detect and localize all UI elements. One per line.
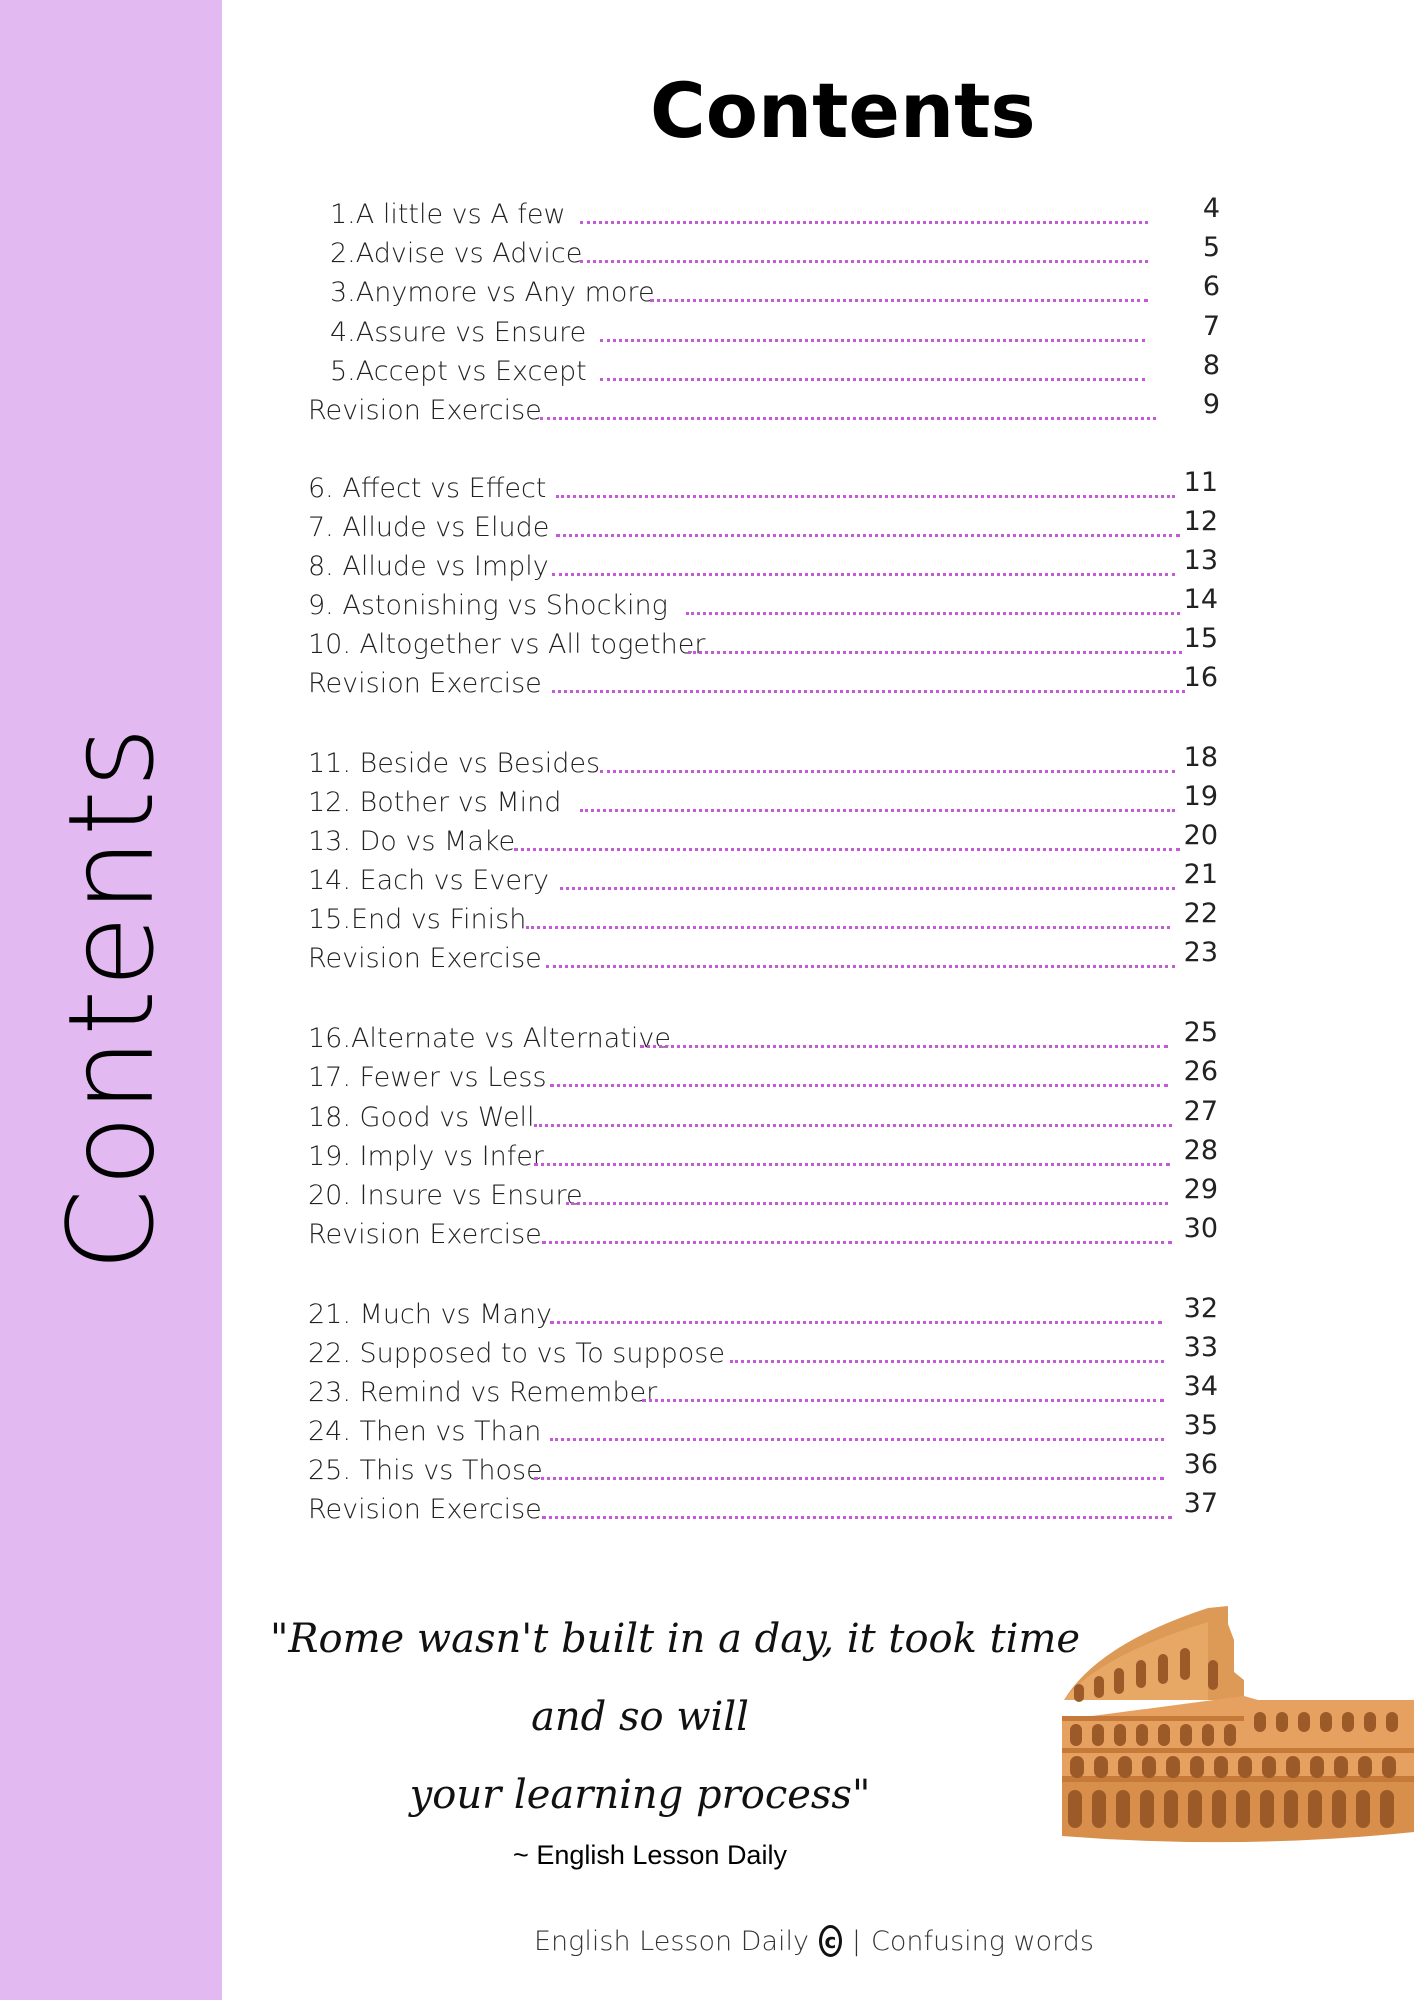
toc-dot-leader xyxy=(552,690,1185,693)
toc-entry[interactable] xyxy=(308,1096,1218,1133)
toc-entry-label: 14. Each vs Every xyxy=(308,865,550,896)
toc-dot-leader xyxy=(540,417,1156,420)
toc-entry-page-number: 29 xyxy=(1183,1174,1218,1205)
toc-entry-page-number: 22 xyxy=(1183,898,1218,929)
toc-entry[interactable] xyxy=(308,1449,1218,1486)
toc-entry-page-number: 34 xyxy=(1183,1371,1218,1402)
toc-entry[interactable] xyxy=(308,859,1218,896)
toc-dot-leader xyxy=(642,1399,1164,1402)
toc-dot-leader xyxy=(534,1124,1172,1127)
quote-line: your learning process" xyxy=(409,1772,871,1818)
toc-entry[interactable] xyxy=(308,1213,1218,1250)
toc-dot-leader xyxy=(514,848,1180,851)
toc-entry-page-number: 25 xyxy=(1183,1017,1218,1048)
toc-entry-label: 11. Beside vs Besides xyxy=(308,748,601,779)
toc-dot-leader xyxy=(550,1321,1162,1324)
toc-entry-page-number: 6 xyxy=(1202,271,1220,302)
toc-entry[interactable] xyxy=(308,623,1218,660)
toc-entry-page-number: 12 xyxy=(1183,506,1218,537)
toc-entry-page-number: 33 xyxy=(1183,1332,1218,1363)
toc-entry-page-number: 16 xyxy=(1183,662,1218,693)
toc-entry-page-number: 36 xyxy=(1183,1449,1218,1480)
toc-dot-leader xyxy=(600,339,1145,342)
toc-entry-page-number: 37 xyxy=(1183,1488,1218,1519)
toc-entry[interactable] xyxy=(330,193,1220,230)
toc-dot-leader xyxy=(688,651,1182,654)
footer-separator: | xyxy=(851,1925,861,1957)
toc-dot-leader xyxy=(686,612,1180,615)
toc-entry-label: 9. Astonishing vs Shocking xyxy=(308,590,668,621)
toc-entry-label: 5.Accept vs Except xyxy=(330,356,587,387)
toc-entry-label: 10. Altogether vs All together xyxy=(308,629,706,660)
quote-line: and so will xyxy=(531,1694,749,1740)
toc-dot-leader xyxy=(556,534,1180,537)
toc-dot-leader xyxy=(550,1084,1168,1087)
toc-dot-leader xyxy=(640,1045,1168,1048)
toc-entry[interactable] xyxy=(308,1488,1218,1525)
toc-dot-leader xyxy=(556,495,1175,498)
toc-entry-label: 4.Assure vs Ensure xyxy=(330,317,587,348)
toc-entry[interactable] xyxy=(308,545,1218,582)
toc-dot-leader xyxy=(560,887,1175,890)
toc-entry-label: 16.Alternate vs Alternative xyxy=(308,1023,671,1054)
toc-entry-label: 6. Affect vs Effect xyxy=(308,473,547,504)
toc-entry-page-number: 9 xyxy=(1202,389,1220,420)
toc-entry-page-number: 18 xyxy=(1183,742,1218,773)
toc-entry-page-number: 5 xyxy=(1202,232,1220,263)
toc-entry-label: 25. This vs Those xyxy=(308,1455,543,1486)
sidebar-title: Contents xyxy=(42,724,180,1272)
toc-entry-label: 20. Insure vs Ensure xyxy=(308,1180,583,1211)
toc-entry-page-number: 21 xyxy=(1183,859,1218,890)
toc-dot-leader xyxy=(542,1516,1172,1519)
quote xyxy=(270,1600,1081,1834)
toc-entry-page-number: 32 xyxy=(1183,1293,1218,1324)
toc-dot-leader xyxy=(542,1241,1172,1244)
toc-entry-label: 12. Bother vs Mind xyxy=(308,787,562,818)
toc-entry[interactable] xyxy=(308,1135,1218,1172)
toc-entry[interactable] xyxy=(308,898,1218,935)
toc-entry[interactable] xyxy=(308,820,1218,857)
quote-author: ~ English Lesson Daily xyxy=(513,1840,787,1870)
toc-entry-page-number: 23 xyxy=(1183,937,1218,968)
toc-entry[interactable] xyxy=(308,467,1218,504)
toc-entry[interactable] xyxy=(308,1174,1218,1211)
toc-dot-leader xyxy=(566,1202,1168,1205)
toc-entry-page-number: 26 xyxy=(1183,1056,1218,1087)
footer-brand: English Lesson Daily xyxy=(534,1925,809,1957)
toc-entry[interactable] xyxy=(330,350,1220,387)
toc-entry-label: 24. Then vs Than xyxy=(308,1416,542,1447)
toc-entry-page-number: 19 xyxy=(1183,781,1218,812)
toc-entry[interactable] xyxy=(308,389,1220,426)
colosseum-illustration xyxy=(1058,1600,1414,1850)
toc-entry-page-number: 15 xyxy=(1183,623,1218,654)
toc-entry-page-number: 20 xyxy=(1183,820,1218,851)
copyright-icon: c xyxy=(819,1925,842,1957)
toc-entry-page-number: 7 xyxy=(1202,311,1220,342)
toc-entry-label: 7. Allude vs Elude xyxy=(308,512,550,543)
toc-entry-page-number: 4 xyxy=(1202,193,1220,224)
toc-entry-label: 1.A little vs A few xyxy=(330,199,566,230)
toc-entry-page-number: 8 xyxy=(1202,350,1220,381)
toc-entry[interactable] xyxy=(308,1410,1218,1447)
toc-entry-page-number: 14 xyxy=(1183,584,1218,615)
toc-entry-label: Revision Exercise xyxy=(308,1494,542,1525)
toc-dot-leader xyxy=(546,965,1175,968)
toc-dot-leader xyxy=(580,260,1148,263)
toc-entry-label: 13. Do vs Make xyxy=(308,826,516,857)
toc-entry[interactable] xyxy=(308,1332,1218,1369)
toc-entry[interactable] xyxy=(308,781,1218,818)
toc-dot-leader xyxy=(552,573,1175,576)
toc-entry-label: 8. Allude vs Imply xyxy=(308,551,549,582)
toc-dot-leader xyxy=(600,770,1175,773)
toc-entry[interactable] xyxy=(308,1293,1218,1330)
toc-dot-leader xyxy=(580,809,1175,812)
toc-entry[interactable] xyxy=(330,311,1220,348)
toc-entry-label: Revision Exercise xyxy=(308,1219,542,1250)
toc-entry-page-number: 27 xyxy=(1183,1096,1218,1127)
page-title: Contents xyxy=(650,66,1036,155)
toc-dot-leader xyxy=(600,378,1145,381)
toc-entry[interactable] xyxy=(308,1056,1218,1093)
toc-dot-leader xyxy=(534,1477,1164,1480)
toc-entry[interactable] xyxy=(308,506,1218,543)
toc-entry[interactable] xyxy=(308,742,1218,779)
toc-entry-label: Revision Exercise xyxy=(308,668,542,699)
toc-entry[interactable] xyxy=(308,1371,1218,1408)
toc-dot-leader xyxy=(650,299,1148,302)
toc-entry-page-number: 30 xyxy=(1183,1213,1218,1244)
toc-entry[interactable] xyxy=(308,937,1218,974)
footer-subject: Confusing words xyxy=(870,1925,1094,1957)
toc-entry-label: 17. Fewer vs Less xyxy=(308,1062,547,1093)
toc-entry[interactable] xyxy=(330,232,1220,269)
toc-entry[interactable] xyxy=(308,584,1218,621)
toc-dot-leader xyxy=(580,221,1148,224)
toc-entry-label: 19. Imply vs Infer xyxy=(308,1141,544,1172)
toc-entry-label: 18. Good vs Well xyxy=(308,1102,535,1133)
toc-dot-leader xyxy=(526,926,1170,929)
toc-entry-page-number: 11 xyxy=(1183,467,1218,498)
toc-dot-leader xyxy=(730,1360,1164,1363)
toc-entry-label: 2.Advise vs Advice xyxy=(330,238,583,269)
toc-entry-label: Revision Exercise xyxy=(308,943,542,974)
footer xyxy=(534,1925,1094,1957)
toc-entry-page-number: 35 xyxy=(1183,1410,1218,1441)
toc-entry-label: 22. Supposed to vs To suppose xyxy=(308,1338,725,1369)
toc-entry-label: 23. Remind vs Remember xyxy=(308,1377,658,1408)
toc-entry-label: 21. Much vs Many xyxy=(308,1299,553,1330)
toc-dot-leader xyxy=(550,1438,1164,1441)
toc-dot-leader xyxy=(534,1163,1170,1166)
toc-entry[interactable] xyxy=(330,271,1220,308)
toc-entry-label: Revision Exercise xyxy=(308,395,542,426)
toc-entry-label: 3.Anymore vs Any more xyxy=(330,277,655,308)
toc-entry-label: 15.End vs Finish xyxy=(308,904,527,935)
toc-entry-page-number: 28 xyxy=(1183,1135,1218,1166)
toc-entry-page-number: 13 xyxy=(1183,545,1218,576)
toc-entry[interactable] xyxy=(308,1017,1218,1054)
toc-entry[interactable] xyxy=(308,662,1218,699)
quote-line: "Rome wasn't built in a day, it took time xyxy=(270,1616,1081,1662)
